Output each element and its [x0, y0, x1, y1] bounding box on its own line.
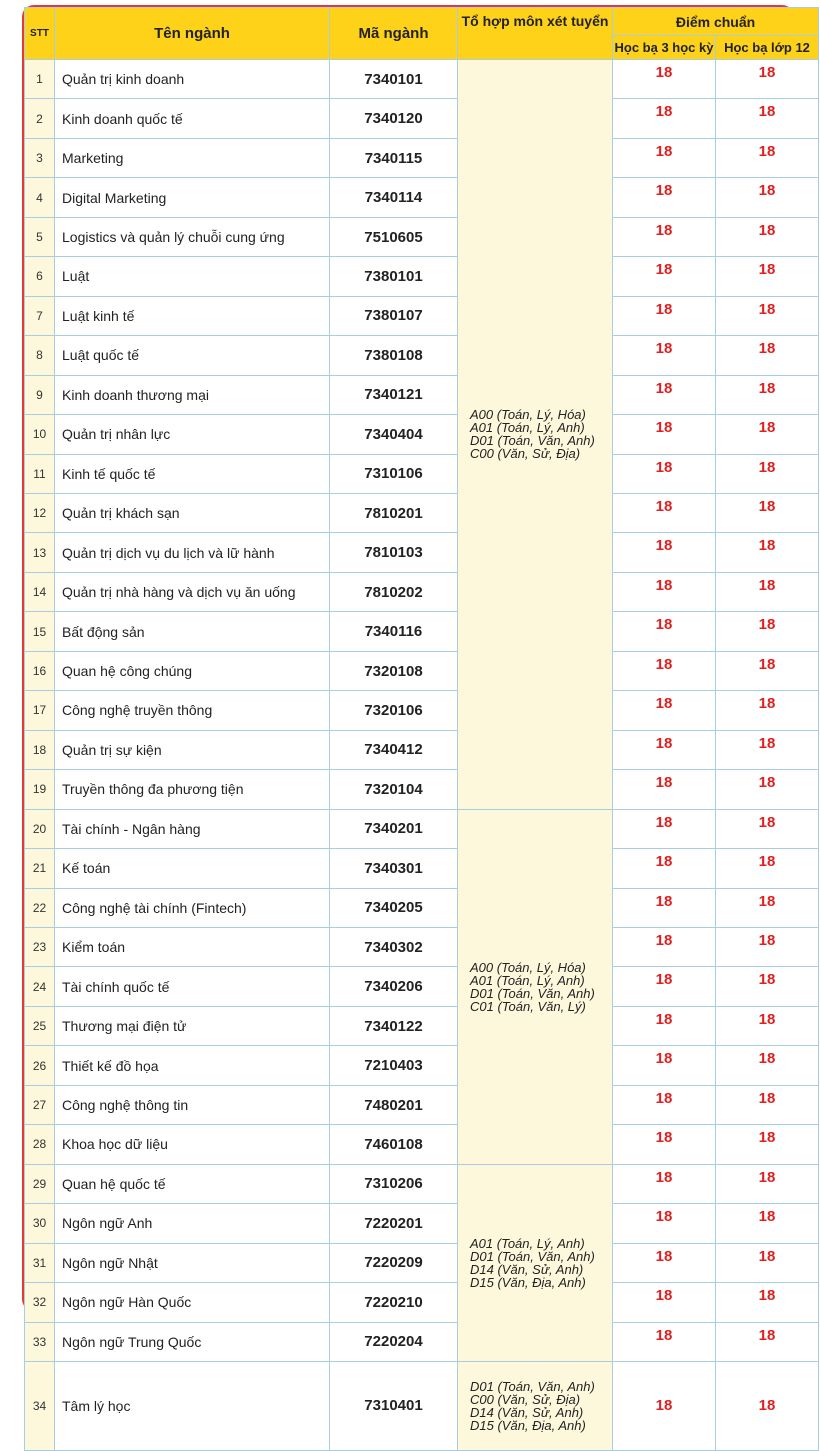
- score-3-semesters: 18: [613, 375, 716, 414]
- major-code: 7340122: [330, 1006, 458, 1045]
- row-stt: 14: [25, 572, 55, 611]
- major-name: Bất động sản: [55, 612, 330, 651]
- row-stt: 2: [25, 99, 55, 138]
- row-stt: 9: [25, 375, 55, 414]
- major-name: Luật: [55, 257, 330, 296]
- row-stt: 12: [25, 493, 55, 532]
- table-row: [25, 927, 819, 966]
- score-grade-12: 18: [716, 1361, 819, 1450]
- table-row: [25, 1085, 819, 1124]
- combo-line: D01 (Toán, Văn, Anh): [470, 1378, 595, 1394]
- header-stt: STT: [25, 8, 55, 60]
- row-stt: 21: [25, 849, 55, 888]
- score-grade-12: 18: [716, 1164, 819, 1203]
- major-code: 7380107: [330, 296, 458, 335]
- score-3-semesters: 18: [613, 927, 716, 966]
- score-grade-12: 18: [716, 296, 819, 335]
- major-code: 7510605: [330, 217, 458, 256]
- combo-line: D15 (Văn, Địa, Anh): [470, 1417, 586, 1433]
- score-grade-12: 18: [716, 60, 819, 99]
- table-row: [25, 493, 819, 532]
- major-code: 7340115: [330, 138, 458, 177]
- score-3-semesters: 18: [613, 1085, 716, 1124]
- table-row: [25, 809, 819, 848]
- table-row: [25, 1243, 819, 1282]
- row-stt: 16: [25, 651, 55, 690]
- table-row: [25, 375, 819, 414]
- subject-combination: [458, 1361, 613, 1450]
- score-3-semesters: 18: [613, 572, 716, 611]
- score-grade-12: 18: [716, 967, 819, 1006]
- row-stt: 3: [25, 138, 55, 177]
- score-grade-12: 18: [716, 493, 819, 532]
- score-grade-12: 18: [716, 375, 819, 414]
- score-grade-12: 18: [716, 257, 819, 296]
- table-row: [25, 1164, 819, 1203]
- combo-line: D01 (Toán, Văn, Anh): [470, 985, 595, 1001]
- major-code: 7380108: [330, 336, 458, 375]
- score-3-semesters: 18: [613, 178, 716, 217]
- table-row: [25, 1322, 819, 1361]
- row-stt: 31: [25, 1243, 55, 1282]
- score-grade-12: 18: [716, 217, 819, 256]
- major-name: Kinh doanh thương mại: [55, 375, 330, 414]
- table-row: [25, 415, 819, 454]
- table-body: [25, 60, 819, 1451]
- score-grade-12: 18: [716, 770, 819, 809]
- table-row: [25, 1361, 819, 1450]
- major-code: 7310106: [330, 454, 458, 493]
- major-name: Tâm lý học: [55, 1361, 330, 1450]
- major-name: Kinh tế quốc tế: [55, 454, 330, 493]
- major-code: 7340101: [330, 60, 458, 99]
- score-grade-12: 18: [716, 888, 819, 927]
- score-grade-12: 18: [716, 1322, 819, 1361]
- row-stt: 26: [25, 1046, 55, 1085]
- table-row: [25, 1283, 819, 1322]
- major-name: Ngôn ngữ Nhật: [55, 1243, 330, 1282]
- score-grade-12: 18: [716, 1204, 819, 1243]
- row-stt: 18: [25, 730, 55, 769]
- major-name: Quan hệ quốc tế: [55, 1164, 330, 1203]
- major-code: 7380101: [330, 257, 458, 296]
- score-grade-12: 18: [716, 1243, 819, 1282]
- score-grade-12: 18: [716, 1046, 819, 1085]
- major-name: Digital Marketing: [55, 178, 330, 217]
- major-code: 7310206: [330, 1164, 458, 1203]
- major-name: Kiểm toán: [55, 927, 330, 966]
- table-row: [25, 1006, 819, 1045]
- table-row: [25, 533, 819, 572]
- major-code: 7340206: [330, 967, 458, 1006]
- row-stt: 8: [25, 336, 55, 375]
- score-grade-12: 18: [716, 415, 819, 454]
- combo-line: C00 (Văn, Sử, Địa): [470, 1391, 581, 1407]
- combo-line: D01 (Toán, Văn, Anh): [470, 1248, 595, 1264]
- score-3-semesters: 18: [613, 493, 716, 532]
- score-grade-12: 18: [716, 1006, 819, 1045]
- row-stt: 20: [25, 809, 55, 848]
- score-3-semesters: 18: [613, 138, 716, 177]
- table-row: [25, 454, 819, 493]
- major-name: Quản trị dịch vụ du lịch và lữ hành: [55, 533, 330, 572]
- row-stt: 4: [25, 178, 55, 217]
- score-3-semesters: 18: [613, 1164, 716, 1203]
- score-3-semesters: 18: [613, 99, 716, 138]
- major-name: Khoa học dữ liệu: [55, 1125, 330, 1164]
- row-stt: 24: [25, 967, 55, 1006]
- table-row: [25, 138, 819, 177]
- row-stt: 28: [25, 1125, 55, 1164]
- score-3-semesters: 18: [613, 849, 716, 888]
- row-stt: 30: [25, 1204, 55, 1243]
- combo-line: A00 (Toán, Lý, Hóa): [470, 407, 586, 423]
- score-grade-12: 18: [716, 533, 819, 572]
- major-name: Quan hệ công chúng: [55, 651, 330, 690]
- table-row: [25, 1046, 819, 1085]
- score-grade-12: 18: [716, 138, 819, 177]
- table-row: [25, 849, 819, 888]
- major-code: 7220201: [330, 1204, 458, 1243]
- combo-line: C01 (Toán, Văn, Lý): [470, 998, 586, 1014]
- combo-line: A01 (Toán, Lý, Anh): [470, 420, 585, 436]
- major-name: Logistics và quản lý chuỗi cung ứng: [55, 217, 330, 256]
- major-name: Kinh doanh quốc tế: [55, 99, 330, 138]
- score-3-semesters: 18: [613, 296, 716, 335]
- score-grade-12: 18: [716, 178, 819, 217]
- score-3-semesters: 18: [613, 217, 716, 256]
- score-3-semesters: 18: [613, 612, 716, 651]
- major-name: Quản trị sự kiện: [55, 730, 330, 769]
- score-3-semesters: 18: [613, 1204, 716, 1243]
- row-stt: 7: [25, 296, 55, 335]
- major-code: 7340404: [330, 415, 458, 454]
- row-stt: 5: [25, 217, 55, 256]
- header-score-1: Học bạ 3 học kỳ: [613, 36, 716, 60]
- subject-combination: [458, 60, 613, 810]
- row-stt: 34: [25, 1361, 55, 1450]
- score-3-semesters: 18: [613, 1283, 716, 1322]
- table-row: [25, 296, 819, 335]
- major-name: Công nghệ truyền thông: [55, 691, 330, 730]
- score-3-semesters: 18: [613, 1006, 716, 1045]
- major-name: Ngôn ngữ Trung Quốc: [55, 1322, 330, 1361]
- major-code: 7340116: [330, 612, 458, 651]
- score-3-semesters: 18: [613, 809, 716, 848]
- score-3-semesters: 18: [613, 730, 716, 769]
- row-stt: 15: [25, 612, 55, 651]
- major-code: 7810202: [330, 572, 458, 611]
- subject-combination: [458, 1164, 613, 1361]
- row-stt: 6: [25, 257, 55, 296]
- score-3-semesters: 18: [613, 415, 716, 454]
- major-code: 7480201: [330, 1085, 458, 1124]
- major-name: Quản trị nhân lực: [55, 415, 330, 454]
- admission-score-table-frame: [22, 5, 810, 1433]
- table-row: [25, 257, 819, 296]
- table-row: [25, 651, 819, 690]
- table-row: [25, 888, 819, 927]
- major-code: 7340302: [330, 927, 458, 966]
- score-grade-12: 18: [716, 612, 819, 651]
- major-name: Thiết kế đồ họa: [55, 1046, 330, 1085]
- combo-line: D14 (Văn, Sử, Anh): [470, 1404, 584, 1420]
- table-header: [25, 8, 819, 60]
- combo-line: D15 (Văn, Địa, Anh): [470, 1274, 586, 1290]
- major-code: 7320104: [330, 770, 458, 809]
- score-3-semesters: 18: [613, 651, 716, 690]
- row-stt: 23: [25, 927, 55, 966]
- row-stt: 17: [25, 691, 55, 730]
- combo-line: A01 (Toán, Lý, Anh): [470, 1235, 585, 1251]
- major-name: Luật kinh tế: [55, 296, 330, 335]
- subject-combination: [458, 809, 613, 1164]
- table-row: [25, 1125, 819, 1164]
- score-grade-12: 18: [716, 691, 819, 730]
- major-name: Truyền thông đa phương tiện: [55, 770, 330, 809]
- row-stt: 29: [25, 1164, 55, 1203]
- score-grade-12: 18: [716, 454, 819, 493]
- table-row: [25, 336, 819, 375]
- score-grade-12: 18: [716, 1085, 819, 1124]
- major-name: Quản trị khách sạn: [55, 493, 330, 532]
- row-stt: 22: [25, 888, 55, 927]
- score-grade-12: 18: [716, 809, 819, 848]
- row-stt: 32: [25, 1283, 55, 1322]
- score-grade-12: 18: [716, 849, 819, 888]
- row-stt: 33: [25, 1322, 55, 1361]
- row-stt: 19: [25, 770, 55, 809]
- major-code: 7220210: [330, 1283, 458, 1322]
- table-row: [25, 217, 819, 256]
- row-stt: 13: [25, 533, 55, 572]
- major-name: Tài chính quốc tế: [55, 967, 330, 1006]
- table-row: [25, 178, 819, 217]
- score-3-semesters: 18: [613, 60, 716, 99]
- row-stt: 1: [25, 60, 55, 99]
- major-code: 7340201: [330, 809, 458, 848]
- table-row: [25, 572, 819, 611]
- score-3-semesters: 18: [613, 1361, 716, 1450]
- major-name: Thương mại điện tử: [55, 1006, 330, 1045]
- row-stt: 27: [25, 1085, 55, 1124]
- major-code: 7460108: [330, 1125, 458, 1164]
- major-code: 7340205: [330, 888, 458, 927]
- major-code: 7340301: [330, 849, 458, 888]
- major-code: 7340412: [330, 730, 458, 769]
- major-code: 7340120: [330, 99, 458, 138]
- score-grade-12: 18: [716, 927, 819, 966]
- admission-score-table: [24, 7, 819, 1451]
- combo-line: A00 (Toán, Lý, Hóa): [470, 959, 586, 975]
- table-row: [25, 967, 819, 1006]
- score-3-semesters: 18: [613, 336, 716, 375]
- major-code: 7210403: [330, 1046, 458, 1085]
- score-3-semesters: 18: [613, 1322, 716, 1361]
- table-row: [25, 60, 819, 99]
- major-code: 7320108: [330, 651, 458, 690]
- row-stt: 11: [25, 454, 55, 493]
- major-name: Ngôn ngữ Anh: [55, 1204, 330, 1243]
- combo-line: C00 (Văn, Sử, Địa): [470, 446, 581, 462]
- score-3-semesters: 18: [613, 1243, 716, 1282]
- combo-line: D14 (Văn, Sử, Anh): [470, 1261, 584, 1277]
- major-code: 7220209: [330, 1243, 458, 1282]
- table-row: [25, 770, 819, 809]
- major-code: 7220204: [330, 1322, 458, 1361]
- score-3-semesters: 18: [613, 1046, 716, 1085]
- row-stt: 10: [25, 415, 55, 454]
- score-3-semesters: 18: [613, 691, 716, 730]
- major-name: Luật quốc tế: [55, 336, 330, 375]
- score-grade-12: 18: [716, 1125, 819, 1164]
- table-row: [25, 612, 819, 651]
- score-3-semesters: 18: [613, 967, 716, 1006]
- table-row: [25, 1204, 819, 1243]
- combo-line: A01 (Toán, Lý, Anh): [470, 972, 585, 988]
- header-score-group: Điểm chuẩn: [613, 8, 819, 36]
- score-grade-12: 18: [716, 651, 819, 690]
- combo-line: D01 (Toán, Văn, Anh): [470, 433, 595, 449]
- major-name: Marketing: [55, 138, 330, 177]
- score-3-semesters: 18: [613, 454, 716, 493]
- table-row: [25, 99, 819, 138]
- major-name: Tài chính - Ngân hàng: [55, 809, 330, 848]
- score-3-semesters: 18: [613, 770, 716, 809]
- score-grade-12: 18: [716, 730, 819, 769]
- major-name: Quản trị nhà hàng và dịch vụ ăn uống: [55, 572, 330, 611]
- score-grade-12: 18: [716, 1283, 819, 1322]
- row-stt: 25: [25, 1006, 55, 1045]
- major-name: Ngôn ngữ Hàn Quốc: [55, 1283, 330, 1322]
- score-grade-12: 18: [716, 336, 819, 375]
- header-combo: Tổ hợp môn xét tuyển: [458, 8, 613, 60]
- table-row: [25, 691, 819, 730]
- major-code: 7310401: [330, 1361, 458, 1450]
- score-3-semesters: 18: [613, 533, 716, 572]
- major-name: Quản trị kinh doanh: [55, 60, 330, 99]
- table-row: [25, 730, 819, 769]
- major-name: Công nghệ tài chính (Fintech): [55, 888, 330, 927]
- score-3-semesters: 18: [613, 257, 716, 296]
- header-code: Mã ngành: [330, 8, 458, 60]
- score-3-semesters: 18: [613, 888, 716, 927]
- header-score-2: Học bạ lớp 12: [716, 36, 819, 60]
- score-grade-12: 18: [716, 572, 819, 611]
- major-code: 7340114: [330, 178, 458, 217]
- score-3-semesters: 18: [613, 1125, 716, 1164]
- major-code: 7320106: [330, 691, 458, 730]
- major-code: 7340121: [330, 375, 458, 414]
- major-code: 7810103: [330, 533, 458, 572]
- header-name: Tên ngành: [55, 8, 330, 60]
- major-code: 7810201: [330, 493, 458, 532]
- major-name: Công nghệ thông tin: [55, 1085, 330, 1124]
- major-name: Kế toán: [55, 849, 330, 888]
- score-grade-12: 18: [716, 99, 819, 138]
